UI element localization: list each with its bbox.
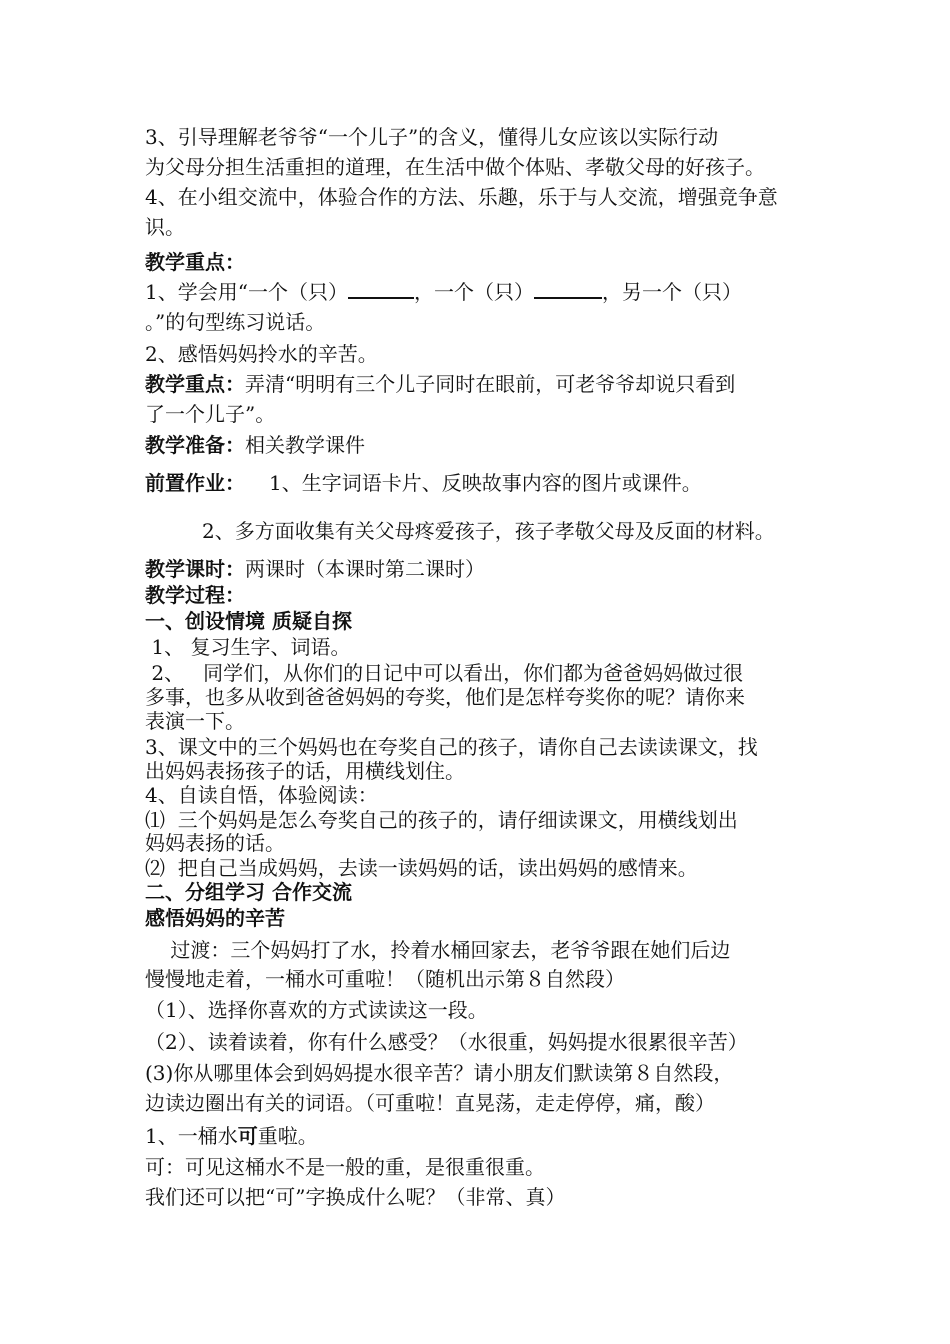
homework-item-1: 1、生字词语卡片、反映故事内容的图片或课件。 <box>269 471 702 495</box>
homework-label: 前置作业： <box>145 471 245 495</box>
s1-item-4-1-line-2: 妈妈表扬的话。 <box>145 831 285 855</box>
homework-line-1 <box>145 468 702 498</box>
key-point-1-part-a: 1、学会用“一个（只） <box>145 280 348 304</box>
question-1: （1）、选择你喜欢的方式读读这一段。 <box>145 998 488 1022</box>
transition-line-2: 慢慢地走着，一桶水可重啦！（随机出示第８自然段） <box>145 967 625 991</box>
word-1-part-a: 1、一桶水 <box>145 1124 238 1148</box>
question-3-line-2: 边读边圈出有关的词语。（可重啦！直晃荡，走走停停，痛，酸） <box>145 1091 715 1115</box>
section-2-subtitle: 感悟妈妈的辛苦 <box>145 906 285 930</box>
s1-item-3-line-2: 出妈妈表扬孩子的话，用横线划住。 <box>145 759 465 783</box>
s1-item-4-2: ⑵ 把自己当成妈妈，去读一读妈妈的话，读出妈妈的感情来。 <box>145 856 698 880</box>
word-1-line <box>145 1121 318 1151</box>
difficulty-line-1 <box>145 369 735 399</box>
key-point-2: 2、感悟妈妈拎水的辛苦。 <box>145 342 378 366</box>
difficulty-line-2: 了一个儿子”。 <box>145 402 276 426</box>
fill-blank-2 <box>534 279 602 299</box>
s1-item-4-1-line-1: ⑴ 三个妈妈是怎么夸奖自己的孩子的，请仔细读课文，用横线划出 <box>145 808 738 832</box>
transition-line-1: 过渡：三个妈妈打了水，拎着水桶回家去，老爷爷跟在她们后边 <box>145 938 731 962</box>
word-1-question: 我们还可以把“可”字换成什么呢？（非常、真） <box>145 1185 566 1209</box>
word-1-explanation: 可：可见这桶水不是一般的重，是很重很重。 <box>145 1155 545 1179</box>
s1-item-3-line-1: 3、课文中的三个妈妈也在夸奖自己的孩子，请你自己去读读课文，找 <box>145 735 758 759</box>
s1-item-2-line-2: 多事，也多从收到爸爸妈妈的夸奖，他们是怎样夸奖你的呢？请你来 <box>145 685 745 709</box>
prep-label: 教学准备： <box>145 433 245 457</box>
s1-item-4: 4、自读自悟，体验阅读： <box>145 783 378 807</box>
difficulty-label: 教学重点： <box>145 372 245 396</box>
goal-3-line-1: 3、引导理解老爷爷“一个儿子”的含义，懂得儿女应该以实际行动 <box>145 125 719 149</box>
prep-line <box>145 430 365 460</box>
key-points-heading: 教学重点： <box>145 250 245 274</box>
s1-item-2-line-3: 表演一下。 <box>145 709 245 733</box>
goal-4-line-2: 识。 <box>145 215 185 239</box>
prep-text: 相关教学课件 <box>245 433 365 457</box>
homework-item-2: 2、多方面收集有关父母疼爱孩子，孩子孝敬父母及反面的材料。 <box>202 519 775 543</box>
key-point-1-part-c: ，另一个（只） <box>601 280 742 304</box>
key-point-1-line-1 <box>145 277 742 307</box>
question-2: （2）、读着读着，你有什么感受？（水很重，妈妈提水很累很辛苦） <box>145 1030 748 1054</box>
hours-text: 两课时（本课时第二课时） <box>245 557 485 581</box>
difficulty-text-a: 弄清“明明有三个儿子同时在眼前，可老爷爷却说只看到 <box>245 372 736 396</box>
key-point-1-part-b: ，一个（只） <box>413 280 534 304</box>
key-point-1-line-2: 。”的句型练习说话。 <box>145 310 326 334</box>
s1-item-1: 1、 复习生字、词语。 <box>145 635 351 659</box>
goal-3-line-2: 为父母分担生活重担的道理，在生活中做个体贴、孝敬父母的好孩子。 <box>145 155 765 179</box>
section-1-title: 一、创设情境 质疑自探 <box>145 609 352 633</box>
goal-4-line-1: 4、在小组交流中，体验合作的方法、乐趣，乐于与人交流，增强竞争意 <box>145 185 778 209</box>
section-2-title: 二、分组学习 合作交流 <box>145 880 352 904</box>
question-3-line-1: (3)你从哪里体会到妈妈提水很辛苦？请小朋友们默读第８自然段， <box>145 1061 734 1085</box>
process-heading: 教学过程： <box>145 583 245 607</box>
hours-label: 教学课时： <box>145 557 245 581</box>
word-1-keyword: 可 <box>237 1124 258 1148</box>
word-1-part-b: 重啦。 <box>257 1124 318 1148</box>
s1-item-2-line-1: 2、 同学们，从你们的日记中可以看出，你们都为爸爸妈妈做过很 <box>145 661 744 685</box>
fill-blank-1 <box>348 279 414 299</box>
